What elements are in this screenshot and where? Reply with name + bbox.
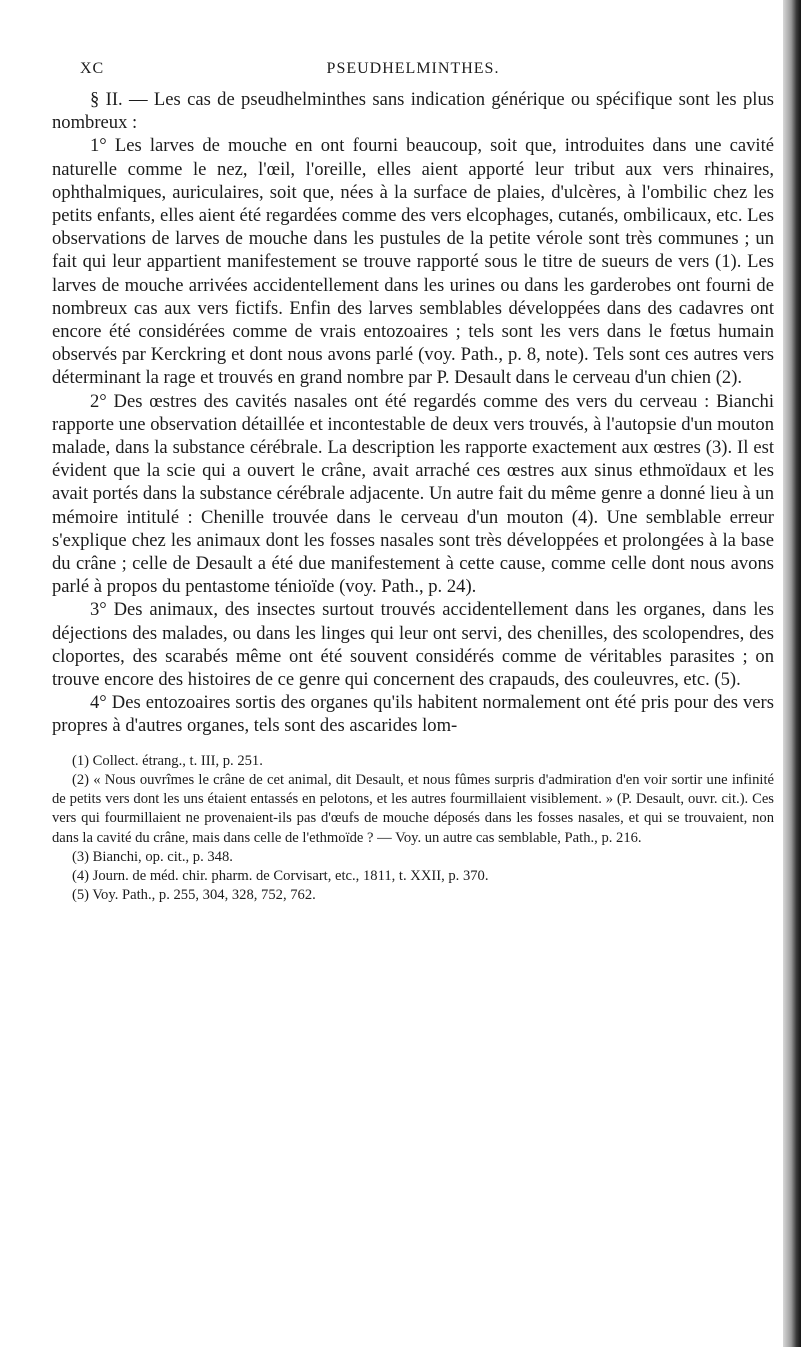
paragraph-fly-larvae: 1° Les larves de mouche en ont fourni beaucoup, soit que, introduites dans une cavité naturelle comme le nez, l'œil, l'oreille, elles aient apporté leur tribut aux vers rhinaires, ophthalmiques, auriculaires, soit que, nées à la surface de plaies, d'ulcères, à l'ombilic chez les petits enfants, elles aient été regardées comme des vers elcophages, cutanés, ombilicaux, etc. Les observations de larves de mouche dans les pustules de la petite vérole sont très communes ; un fait qui leur appartient manifestement se trouve rapporté sous le titre de sueurs de vers (1). Les larves de mouche arrivées accidentellement dans les urines ou dans les garderobes ont fourni de nombreux cas aux vers fictifs. Enfin des larves semblables développées dans des cadavres ont encore été considérées comme de vrais entozoaires ; tels sont les vers dans le fœtus humain observés par Kerckring et dont nous avons parlé (voy. Path., p. 8, note). Tels sont ces autres vers déterminant la rage et trouvés en grand nombre par P. Desault dans le cerveau d'un chien (2). bbox=[52, 135, 774, 389]
paragraph-entozoaires: 4° Des entozoaires sortis des organes qu'ils habitent normalement ont été pris pour des vers propres à d'autres organes, tels sont des ascarides lom- bbox=[52, 692, 774, 737]
page-folio: XC bbox=[80, 60, 105, 77]
paragraph-oestres: 2° Des œstres des cavités nasales ont été regardés comme des vers du cerveau : Bianchi rapporte une observation détaillée et incontestable de deux vers trouvés, à l'autopsie d'un mouton malade, dans la substance cérébrale. La description les rapporte exactement aux œstres (3). Il est évident que la scie qui a ouvert le crâne, avait arraché ces œstres aux sinus ethmoïdaux et les avait portés dans la substance cérébrale adjacente. Un autre fait du même genre a donné lieu à un mémoire intitulé : Chenille trouvée dans le cerveau d'un mouton (4). Une semblable erreur s'explique chez les animaux dont les fosses nasales sont très développées et prolongées à la base du crâne ; celle de Desault a été due manifestement à cette cause, comme celle dont nous avons parlé à propos du pentastome ténioïde (voy. Path., p. 24). bbox=[52, 390, 774, 598]
book-page bbox=[52, 58, 774, 905]
footnote-1: (1) Collect. étrang., t. III, p. 251. bbox=[72, 752, 263, 769]
footnote-2: (2) « Nous ouvrîmes le crâne de cet animal, dit Desault, et nous fûmes surpris d'admiration d'en voir sortir une infinité de petits vers dont les uns étaient entassés en pelotons, et les autres fourmillaient visiblement. » (P. Desault, ouvr. cit.). Ces vers qui fourmillaient ne provenaient-ils pas d'œufs de mouche déposés dans les fosses nasales, et qui se trouvaient, non dans la cavité du crâne, mais dans celle de l'ethmoïde ? — Voy. un autre cas semblable, Path., p. 216. bbox=[52, 771, 774, 846]
section-heading-paragraph: § II. — Les cas de pseudhelminthes sans indication générique ou spécifique sont les plus nombreux : bbox=[52, 89, 774, 134]
footnote-4: (4) Journ. de méd. chir. pharm. de Corvisart, etc., 1811, t. XXII, p. 370. bbox=[72, 867, 489, 884]
running-header bbox=[52, 58, 774, 80]
footnote-3: (3) Bianchi, op. cit., p. 348. bbox=[72, 848, 233, 865]
footnotes bbox=[52, 752, 774, 906]
page-edge-shadow bbox=[783, 0, 801, 1347]
main-text bbox=[52, 88, 774, 738]
paragraph-insects: 3° Des animaux, des insectes surtout trouvés accidentellement dans les organes, dans les déjections des malades, ou dans les linges qui leur ont servi, des chenilles, des scolopendres, des cloportes, des scarabés même ont été souvent considérés comme de véritables parasites ; on trouve encore des histoires de ce genre qui concernent des crapauds, des couleuvres, etc. (5). bbox=[52, 599, 774, 691]
running-title: PSEUDHELMINTHES. bbox=[326, 60, 500, 77]
footnote-5: (5) Voy. Path., p. 255, 304, 328, 752, 762. bbox=[72, 887, 316, 904]
